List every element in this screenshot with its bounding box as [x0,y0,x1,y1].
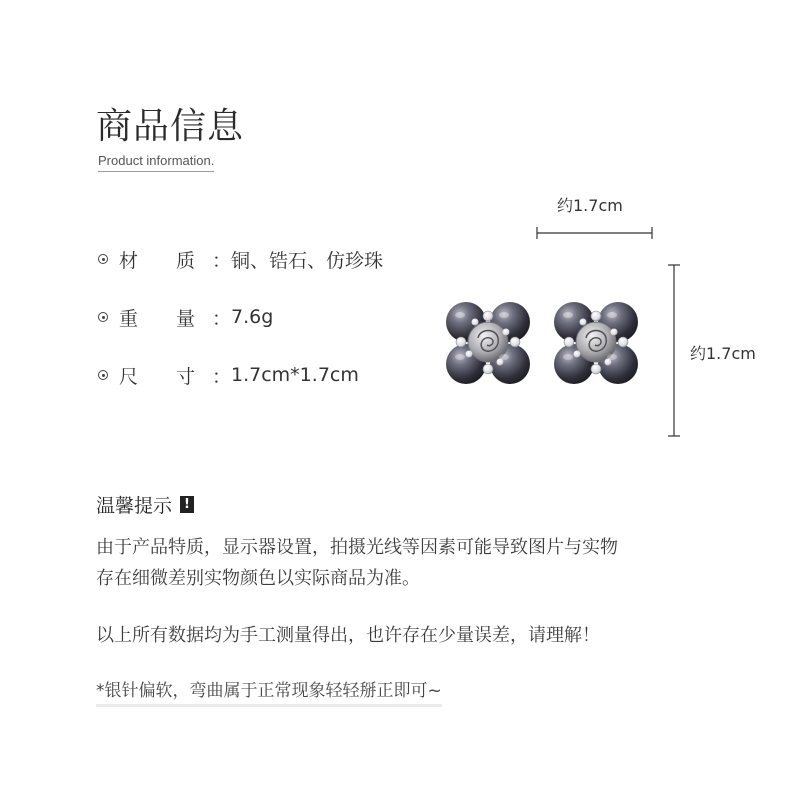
tips-paragraph-2: 以上所有数据均为手工测量得出，也许存在少量误差，请理解！ [96,625,600,646]
tips-title: 温馨提示 [96,495,173,517]
page-subtitle: Product information. [98,153,214,172]
spec-separator: ： [212,249,232,272]
spec-value: 1.7cm*1.7cm [231,364,359,386]
width-dimension-line [537,227,652,239]
spec-label: 材 质 [119,249,196,272]
earring-right [554,302,638,384]
height-dimension-label: 约1.7cm [690,344,756,363]
tips-paragraph-1-line: 存在细微差别实物颜色以实际商品为准。 [96,568,420,589]
spec-value: 7.6g [231,306,274,328]
tips-heading [96,491,194,518]
tips-note: *银针偏软，弯曲属于正常现象轻轻掰正即可~ [96,676,442,707]
height-dimension-line [668,265,680,436]
tips-paragraph-1-line: 由于产品特质，显示器设置，拍摄光线等因素可能导致图片与实物 [96,537,618,558]
spec-label: 尺 寸 [119,365,196,388]
page-title: 商品信息 [96,106,245,147]
spec-separator: ： [212,307,232,330]
warning-icon: ! [180,496,194,513]
spec-separator: ： [212,365,232,388]
spec-label: 重 量 [119,307,196,330]
spec-value: 铜、锆石、仿珍珠 [231,249,384,272]
earring-left [446,302,530,384]
width-dimension-label: 约1.7cm [557,196,623,215]
tips-paragraph-1 [96,532,618,594]
